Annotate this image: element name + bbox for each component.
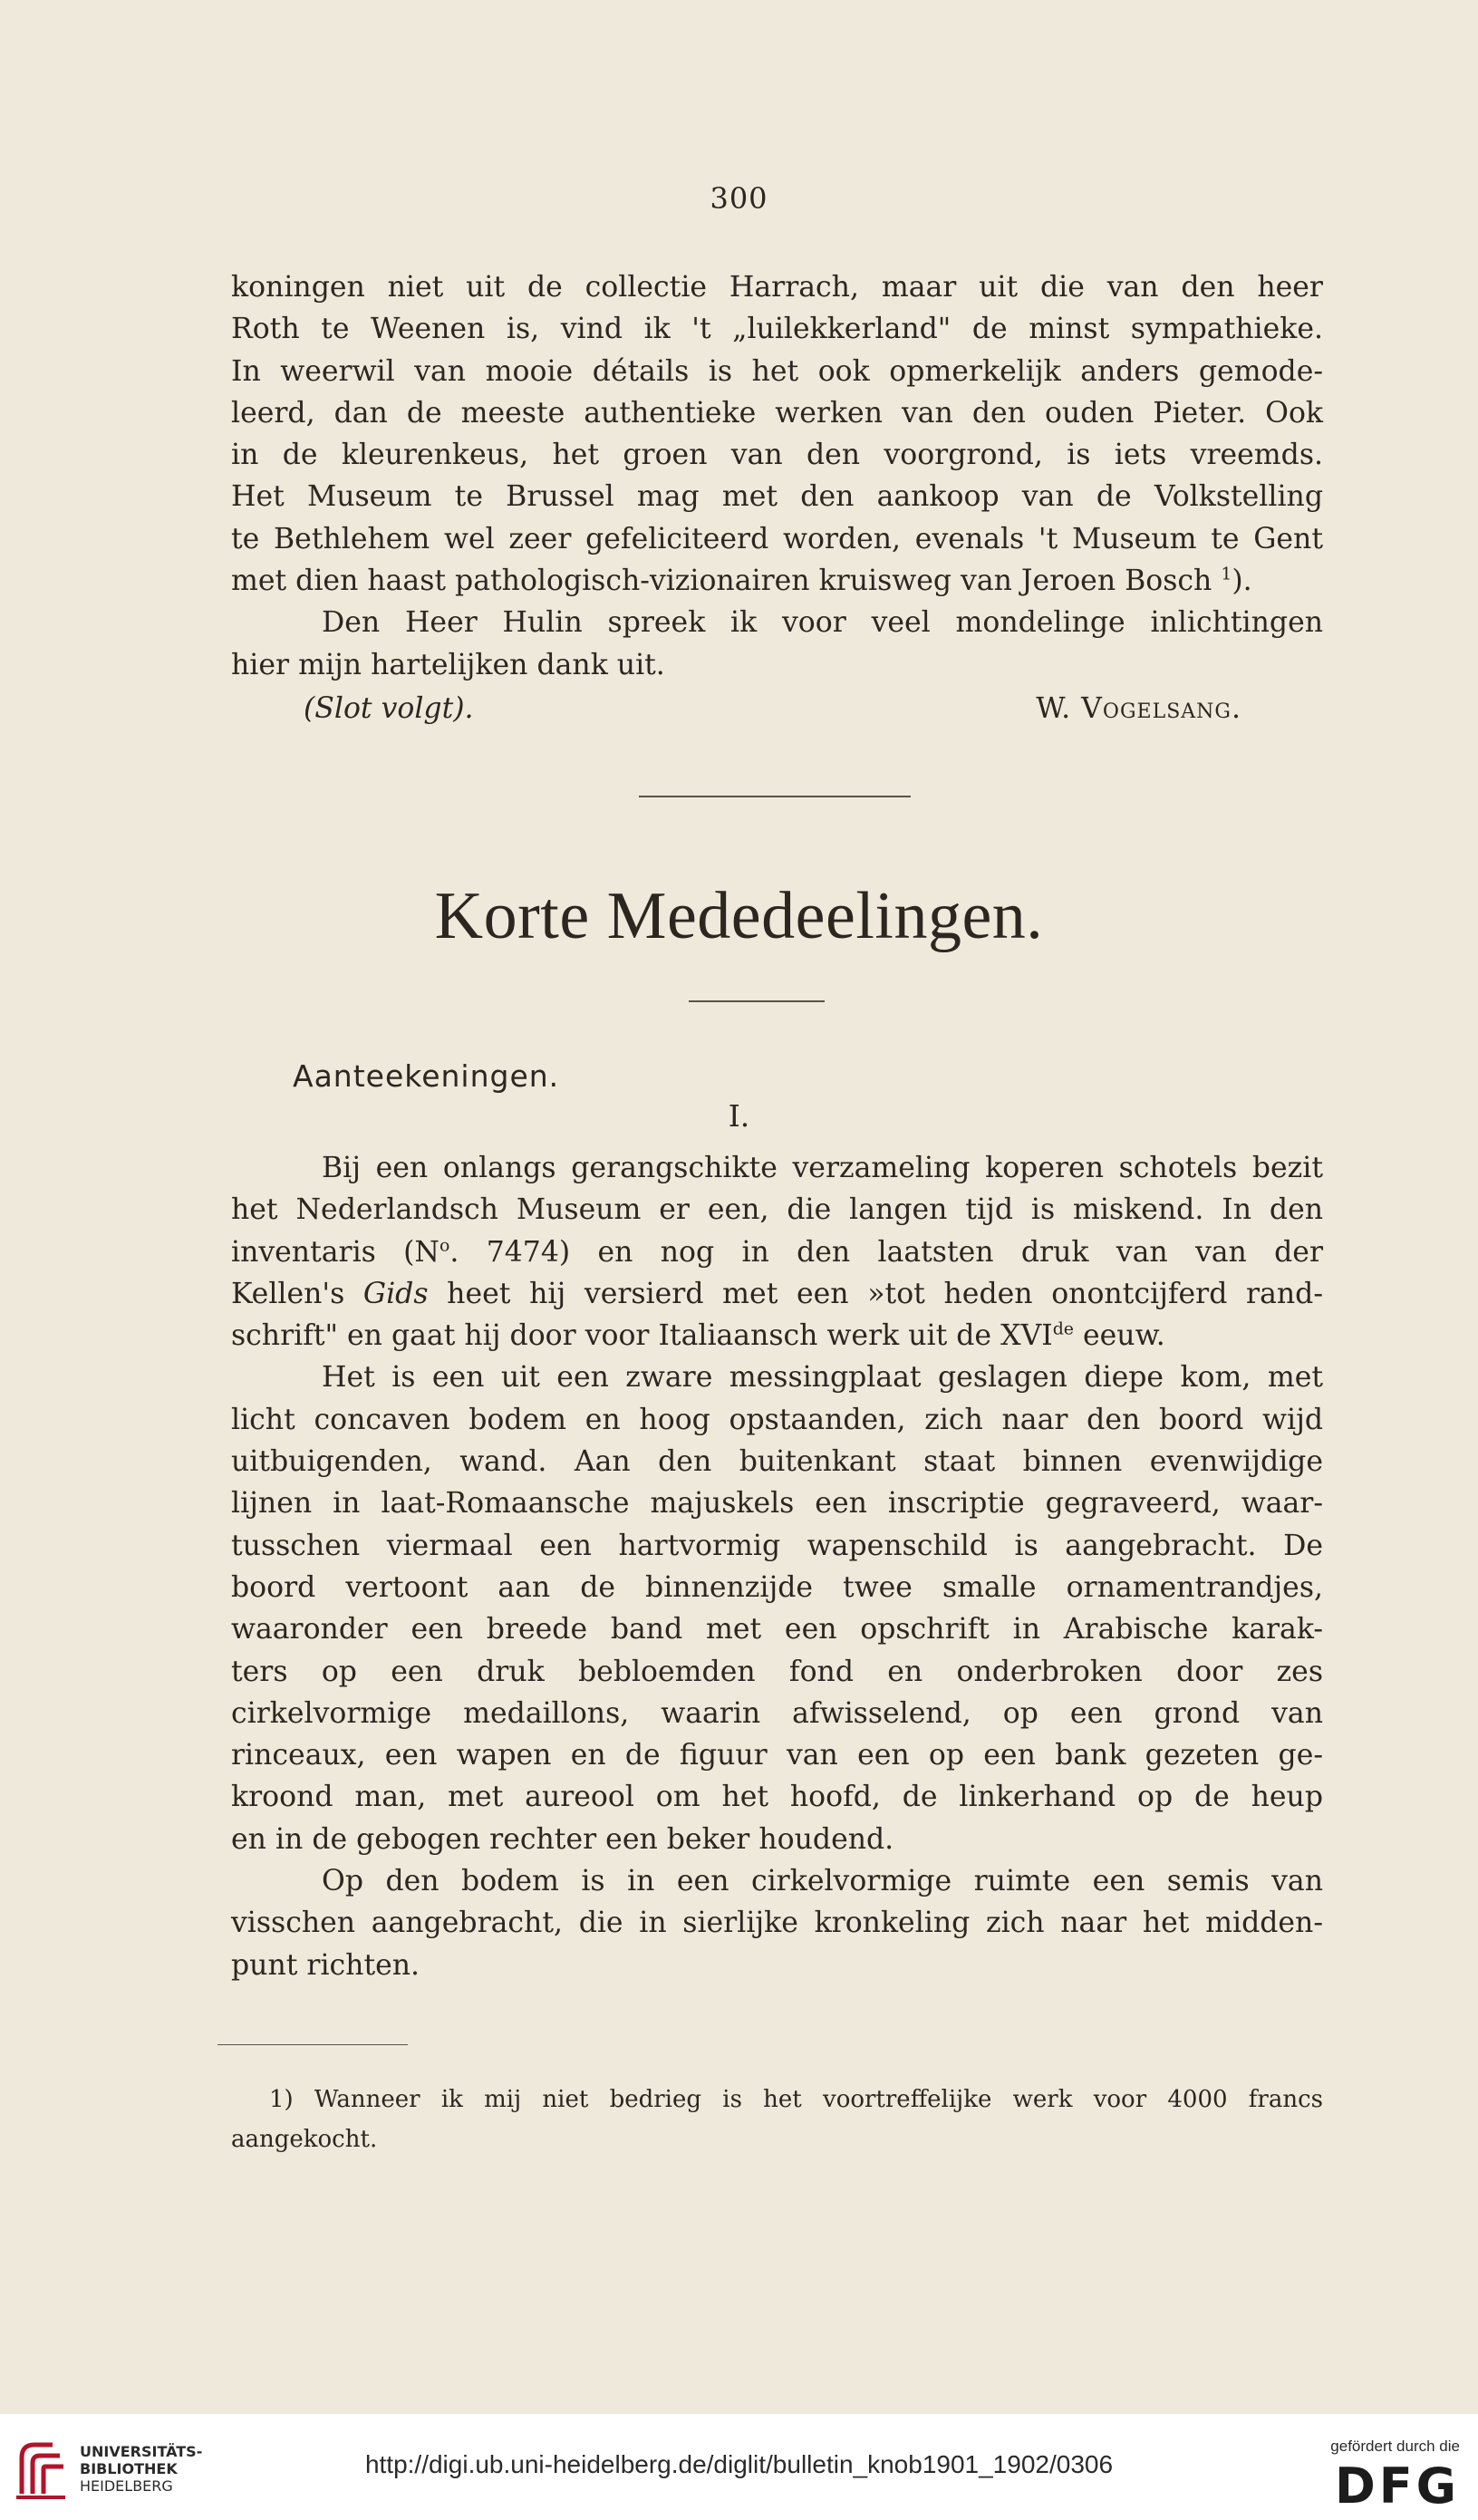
footnote bbox=[231, 2080, 1323, 2159]
text-line: en in de gebogen rechter een beker houdend. bbox=[231, 1822, 894, 1856]
text-line: visschen aangebracht, die in sierlijke kronkeling zich naar het midden- bbox=[231, 1907, 1323, 1940]
text-line: tusschen viermaal een hartvormig wapenschild is aangebracht. De bbox=[231, 1529, 1323, 1562]
source-url-link[interactable]: http://digi.ub.uni-heidelberg.de/diglit/bulletin_knob1901_1902/0306 bbox=[364, 2450, 1114, 2478]
text-line: ters op een druk bebloemden fond en onderbroken door zes bbox=[231, 1655, 1323, 1688]
roman-numeral: I. bbox=[728, 1098, 750, 1134]
text-line: uitbuigenden, wand. Aan den buitenkant staat binnen evenwijdige bbox=[231, 1445, 1323, 1479]
signature-line bbox=[304, 692, 1241, 725]
library-name-line: UNIVERSITÄTS- bbox=[80, 2443, 203, 2460]
text-line: Bij een onlangs gerangschikte verzameling koperen schotels bezit bbox=[322, 1152, 1323, 1184]
continued-note: (Slot volgt). bbox=[304, 692, 474, 725]
text-line: Het Museum te Brussel mag met den aankoop van de Volkstelling bbox=[231, 480, 1323, 514]
text-line-content: . 7474) en nog in den laatsten druk van van der bbox=[449, 1235, 1324, 1269]
text-line-content: eeuw. bbox=[1073, 1319, 1165, 1353]
footnote-rule bbox=[217, 2044, 408, 2045]
text-line: Het is een uit een zware messingplaat geslagen diepe kom, met bbox=[322, 1361, 1323, 1395]
text-line: te Bethlehem wel zeer gefeliciteerd worden, evenals 't Museum te Gent bbox=[231, 522, 1323, 555]
text-line-content: Kellen's bbox=[231, 1277, 363, 1310]
body-section-1 bbox=[231, 266, 1323, 686]
text-line-content: met dien haast pathologisch-vizionairen kruisweg van Jeroen Bosch bbox=[231, 565, 1212, 598]
text-line bbox=[231, 1315, 1323, 1357]
footnote-line: 1) Wanneer ik mij niet bedrieg is het voortreffelijke werk voor 4000 francs bbox=[269, 2086, 1323, 2113]
italic-title: Gids bbox=[362, 1277, 429, 1310]
text-line: lijnen in laat-Romaansche majuskels een inscriptie gegraveerd, waar- bbox=[231, 1487, 1323, 1521]
text-line-content: inventaris (N bbox=[231, 1235, 440, 1269]
footnote-line: aangekocht. bbox=[231, 2126, 378, 2153]
funding-label: gefördert durch die bbox=[1330, 2438, 1460, 2455]
text-line: waaronder een breede band met een opschrift in Arabische karak- bbox=[231, 1613, 1323, 1646]
text-line: punt richten. bbox=[231, 1948, 420, 1982]
library-name-line: HEIDELBERG bbox=[80, 2477, 173, 2495]
subsection-heading: Aanteekeningen. bbox=[293, 1058, 560, 1094]
footnote-reference: 1 bbox=[1221, 564, 1232, 584]
text-line: leerd, dan de meeste authentieke werken van den ouden Pieter. Ook bbox=[231, 396, 1323, 430]
text-line: in de kleurenkeus, het groen van den voorgrond, is iets vreemds. bbox=[231, 439, 1323, 472]
text-line: Den Heer Hulin spreek ik voor veel mondelinge inlichtingen bbox=[322, 606, 1323, 640]
text-line: licht concaven bodem en hoog opstaanden, zich naar den boord wijd bbox=[231, 1403, 1323, 1436]
text-line: het Nederlandsch Museum er een, die langen tijd is miskend. In den bbox=[231, 1193, 1323, 1227]
author-name: W. Vogelsang. bbox=[1036, 692, 1241, 725]
text-line: In weerwil van mooie détails is het ook opmerkelijk anders gemode- bbox=[231, 354, 1323, 388]
divider-rule-short bbox=[689, 1000, 825, 1002]
text-line-content: heet hij versierd met een »tot heden onontcijferd rand- bbox=[428, 1277, 1323, 1310]
text-line: koningen niet uit de collectie Harrach, maar uit die van den heer bbox=[231, 271, 1323, 304]
text-line: cirkelvormige medaillons, waarin afwisselend, op een grond van bbox=[231, 1696, 1323, 1730]
text-line: boord vertoont aan de binnenzijde twee smalle ornamentrandjes, bbox=[231, 1570, 1323, 1604]
text-line: Roth te Weenen is, vind ik 't „luilekkerland" de minst sympathieke. bbox=[231, 313, 1323, 346]
text-line-tail: ). bbox=[1232, 565, 1252, 598]
text-line: Op den bodem is in een cirkelvormige ruimte een semis van bbox=[322, 1865, 1323, 1898]
superscript: de bbox=[1052, 1318, 1074, 1339]
divider-rule bbox=[639, 796, 911, 797]
text-line-content: schrift" en gaat hij door voor Italiaansch werk uit de XVI bbox=[231, 1319, 1053, 1353]
superscript: o bbox=[440, 1235, 450, 1256]
text-line: kroond man, met aureool om het hoofd, de linkerhand op de heup bbox=[231, 1781, 1323, 1814]
library-name-line: BIBLIOTHEK bbox=[80, 2460, 178, 2477]
text-line bbox=[231, 1273, 1323, 1315]
dfg-logo: DFG bbox=[1334, 2457, 1460, 2515]
text-line: hier mijn hartelijken dank uit. bbox=[231, 648, 665, 681]
page-number: 300 bbox=[710, 181, 768, 216]
text-line bbox=[231, 560, 1323, 602]
section-heading: Korte Mededeelingen. bbox=[434, 879, 1044, 953]
digitization-footer bbox=[0, 2414, 1478, 2520]
text-line bbox=[231, 1231, 1323, 1273]
text-line: rinceaux, een wapen en de figuur van een op een bank gezeten ge- bbox=[231, 1739, 1323, 1772]
body-section-2 bbox=[231, 1147, 1323, 1986]
